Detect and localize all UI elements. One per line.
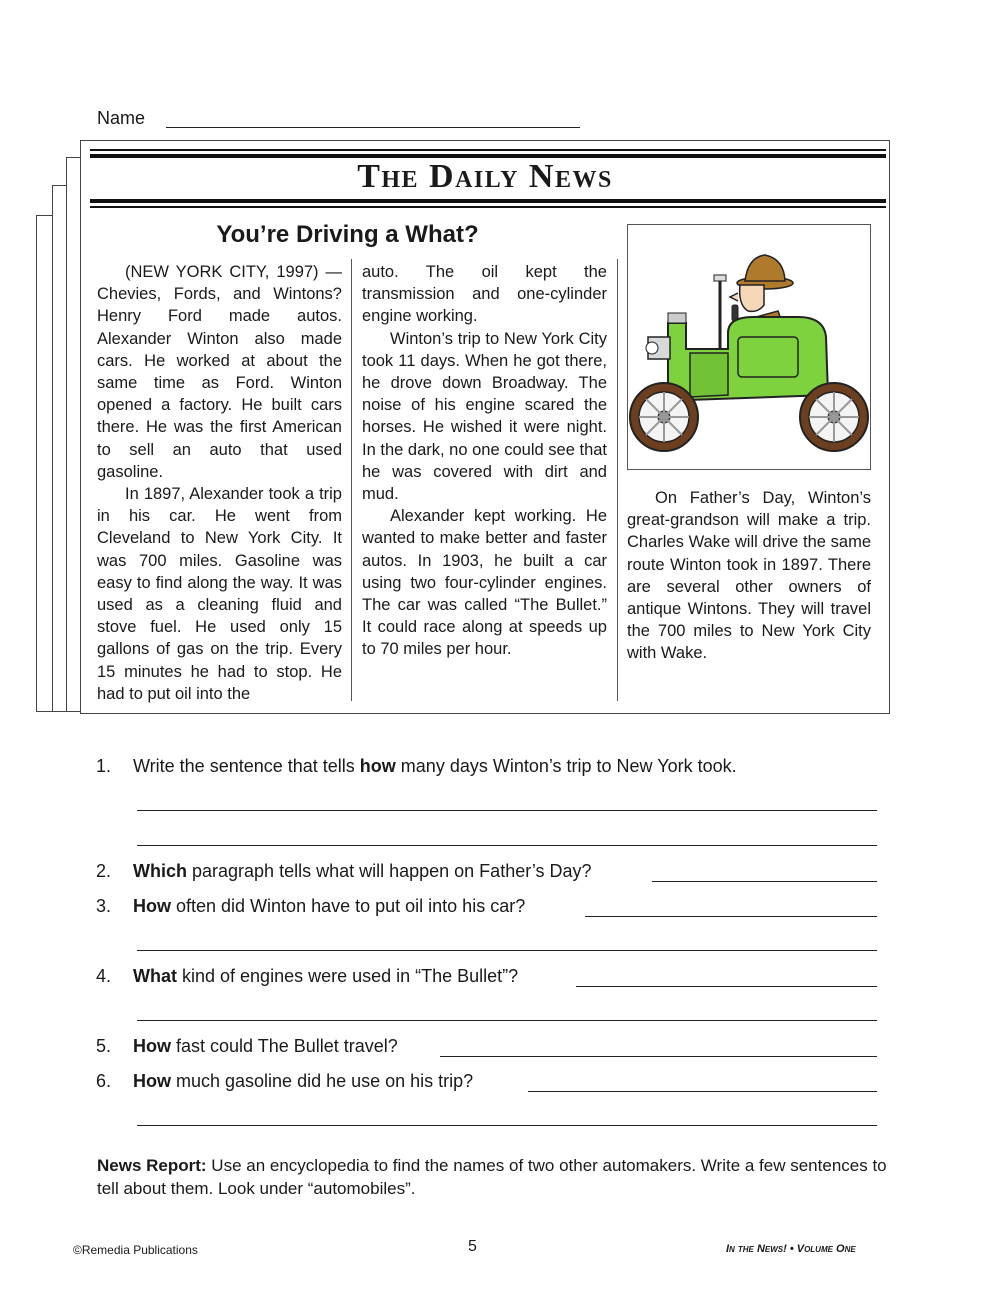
dateline: (NEW YORK CITY, 1997) — [125,263,342,281]
antique-car-drawing [628,225,870,469]
column-divider-1 [351,259,352,701]
series-title: In the News! • Volume One [726,1243,856,1255]
column-1 [97,261,342,705]
rear-wheel [800,383,868,451]
news-report-text: Use an encyclopedia to find the names of two other automakers. Write a few sentences to tell about them. Look under “automobiles”. [97,1156,887,1198]
column-2 [362,261,607,661]
copyright: ©Remedia Publications [73,1243,198,1257]
answer-line-6b[interactable] [137,1125,877,1126]
answer-line-6a[interactable] [528,1091,877,1092]
column-3 [627,487,871,665]
answer-line-5[interactable] [440,1056,877,1057]
masthead-rule-top [90,149,886,151]
answer-line-4a[interactable] [576,986,877,987]
front-wheel [630,383,698,451]
column-divider-2 [617,259,618,701]
paragraph-5: On Father’s Day, Winton’s great-grandson will make a trip. Charles Wake will drive the same route Winton took in 1897. There are several other owners of antique Wintons. They will travel the 700 miles to New York City with Wake. [627,489,871,663]
news-report-label: News Report: [97,1156,207,1175]
headline: You’re Driving a What? [216,221,479,248]
paragraph-2-cont: auto. The oil kept the transmission and one-cylinder engine working. [362,263,607,326]
paragraph-2: In 1897, Alexander took a trip in his car. He went from Cleveland to New York City. It was 700 miles. Gasoline was easy to find along the way. It was used as a cleaning fluid and stove fuel. He used only 15 gallons of gas on the trip. Every 15 minutes he had to stop. He had to put oil into the [97,485,342,703]
name-answer-line[interactable] [166,127,580,128]
answer-line-1b[interactable] [137,845,877,846]
masthead-rule-bottom [90,199,886,203]
page-number: 5 [468,1238,477,1255]
paragraph-1 [97,261,342,483]
paragraph-4: Alexander kept working. He wanted to make better and faster autos. In 1903, he built a car using two four-cylinder engines. The car was called “The Bullet.” It could race along at speeds up to 70 miles per hour. [362,507,607,659]
masthead-rule-bottom-2 [90,206,886,208]
newspaper [80,140,890,714]
news-report [97,1154,887,1200]
car-illustration [627,224,871,470]
answer-line-2[interactable] [652,881,877,882]
answer-line-1a[interactable] [137,810,877,811]
masthead: The Daily News [357,158,613,195]
paragraph-1-text: Chevies, Fords, and Wintons? Henry Ford made autos. Alexander Winton also made cars. He worked at about the same time as Ford. Winton opened a factory. He built cars there. He was the first American to sell an auto that used gasoline. [97,285,342,481]
answer-line-3a[interactable] [585,916,877,917]
answer-line-3b[interactable] [137,950,877,951]
paragraph-3: Winton’s trip to New York City took 11 days. When he got there, he drove down Broadway. The noise of his engine scared the horses. He wished it were night. In the dark, no one could see that he was covered with dirt and mud. [362,329,607,504]
answer-line-4b[interactable] [137,1020,877,1021]
name-label: Name [97,108,146,128]
